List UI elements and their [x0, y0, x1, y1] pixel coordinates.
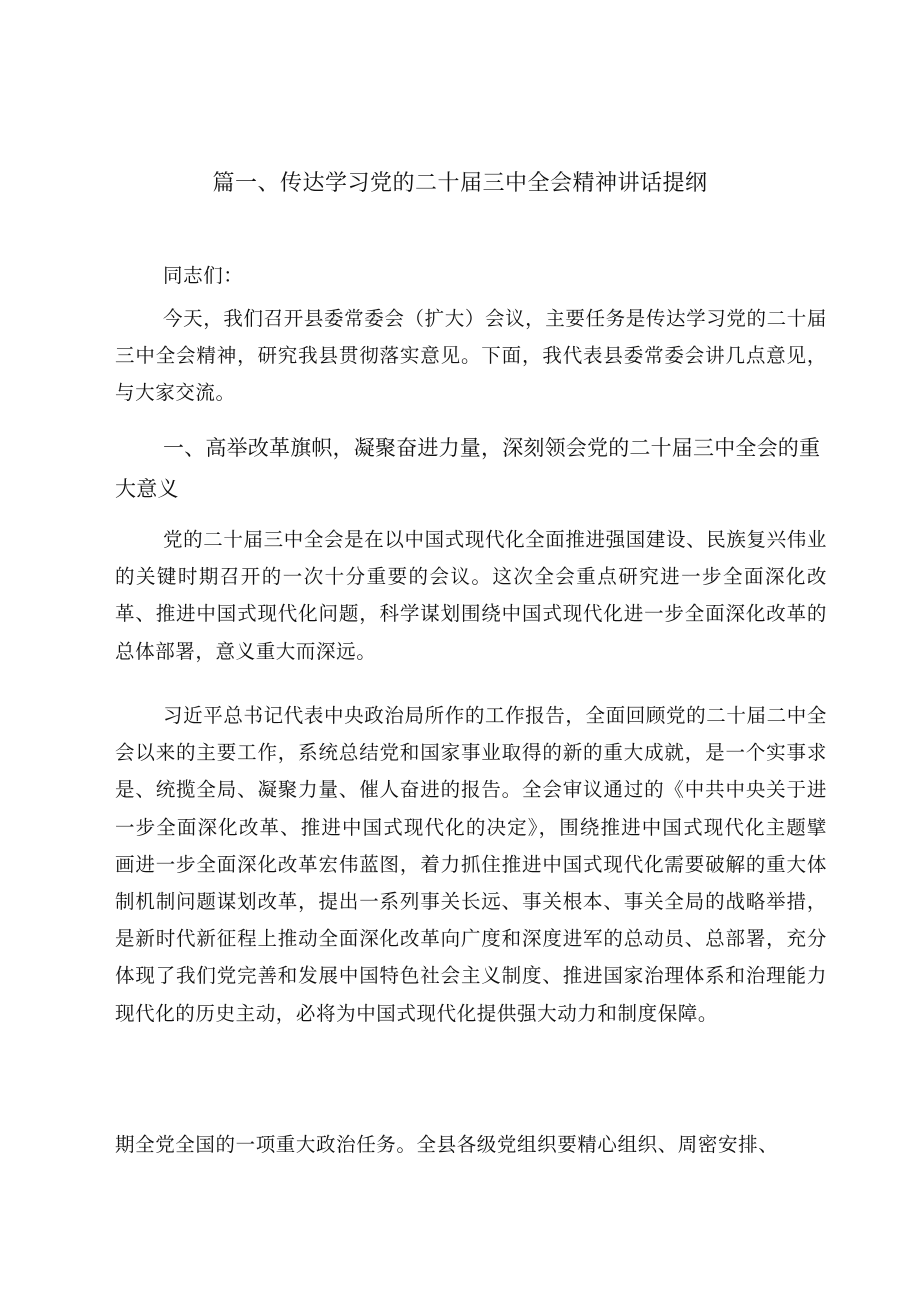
meeting-significance-paragraph: 党的二十届三中全会是在以中国式现代化全面推进强国建设、民族复兴伟业的关键时期召开的一次十分重要的会议。这次全会重点研究进一步全面深化改革、推进中国式现代化问题，科学谋划围绕中国式现代化进一步全面深化改革的总体部署，意义重大而深远。 [115, 528, 827, 663]
document-title: 篇一、传达学习党的二十届三中全会精神讲话提纲 [212, 171, 708, 196]
continuation-fragment: 期全党全国的一项重大政治任务。全县各级党组织要精心组织、周密安排、 [115, 1133, 779, 1156]
greeting-line: 同志们： [163, 264, 244, 287]
section-one-heading: 一、高举改革旗帜，凝聚奋进力量，深刻领会党的二十届三中全会的重大意义 [115, 436, 821, 501]
work-report-paragraph: 习近平总书记代表中央政治局所作的工作报告，全面回顾党的二十届二中全会以来的主要工作，系统总结党和国家事业取得的新的重大成就，是一个实事求是、统揽全局、凝聚力量、催人奋进的报告。全会审议通过的《中共中央关于进一步全面深化改革、推进中国式现代化的决定》，围绕推进中国式现代化主题擘画进一步全面深化改革宏伟蓝图，着力抓住推进中国式现代化需要破解的重大体制机制问题谋划改革，提出一系列事关长远、事关根本、事关全局的战略举措，是新时代新征程上推动全面深化改革向广度和深度进军的总动员、总部署，充分体现了我们党完善和发展中国特色社会主义制度、推进国家治理体系和治理能力现代化的历史主动，必将为中国式现代化提供强大动力和制度保障。 [115, 704, 827, 1025]
intro-paragraph: 今天，我们召开县委常委会（扩大）会议，主要任务是传达学习党的二十届三中全会精神，研究我县贯彻落实意见。下面，我代表县委常委会讲几点意见，与大家交流。 [115, 307, 827, 405]
